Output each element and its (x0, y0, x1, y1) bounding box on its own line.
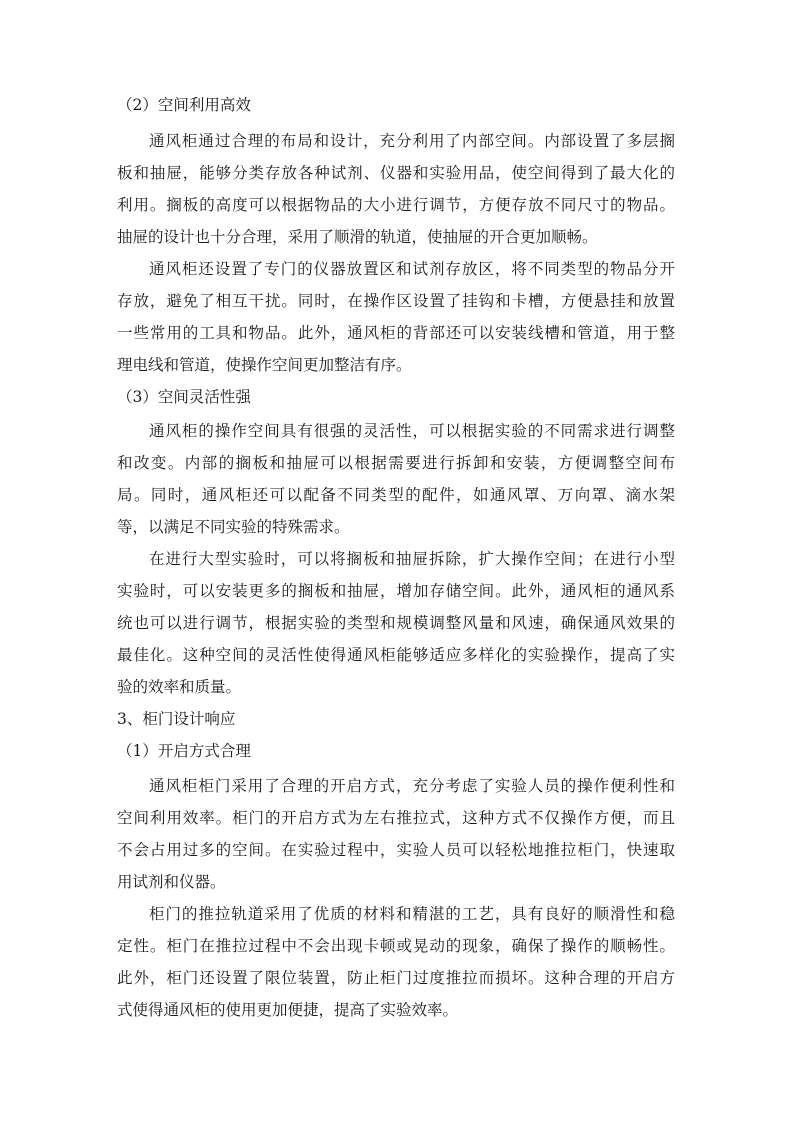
paragraph-line: 局。同时，通风柜还可以配备不同类型的配件，如通风罩、万向罩、滴水架 (117, 486, 675, 504)
paragraph-line: 利用。搁板的高度可以根据物品的大小进行调节，方便存放不同尺寸的物品。 (117, 196, 675, 214)
chapter-heading: 3、柜门设计响应 (117, 710, 236, 728)
paragraph-line: 存放，避免了相互干扰。同时，在操作区设置了挂钩和卡槽，方便悬挂和放置 (117, 292, 675, 310)
paragraph-line: 统也可以进行调节，根据实验的类型和规模调整风量和风速，确保通风效果的 (117, 614, 675, 632)
paragraph-line: 一些常用的工具和物品。此外，通风柜的背部还可以安装线槽和管道，用于整 (117, 324, 675, 342)
paragraph-line: 空间利用效率。柜门的开启方式为左右推拉式，这种方式不仅操作方便，而且 (117, 809, 675, 827)
paragraph-line: 不会占用过多的空间。在实验过程中，实验人员可以轻松地推拉柜门，快速取 (117, 841, 675, 859)
paragraph-line: 实验时，可以安装更多的搁板和抽屉，增加存储空间。此外，通风柜的通风系 (117, 582, 675, 600)
paragraph-line: 等，以满足不同实验的特殊需求。 (117, 518, 350, 536)
paragraph-line: 理电线和管道，使操作空间更加整洁有序。 (117, 356, 412, 374)
paragraph-line: 和改变。内部的搁板和抽屉可以根据需要进行拆卸和安装，方便调整空间布 (117, 454, 675, 472)
section-heading: （1）开启方式合理 (117, 742, 251, 760)
paragraph-line: 通风柜通过合理的布局和设计，充分利用了内部空间。内部设置了多层搁 (149, 132, 675, 150)
paragraph-line: 在进行大型实验时，可以将搁板和抽屉拆除，扩大操作空间；在进行小型 (149, 550, 675, 568)
paragraph-line: 抽屉的设计也十分合理，采用了顺滑的轨道，使抽屉的开合更加顺畅。 (117, 228, 598, 246)
paragraph-line: 用试剂和仪器。 (117, 873, 226, 891)
paragraph-line: 式使得通风柜的使用更加便捷，提高了实验效率。 (117, 1001, 459, 1019)
paragraph-line: 最佳化。这种空间的灵活性使得通风柜能够适应多样化的实验操作，提高了实 (117, 646, 675, 664)
paragraph-line: 此外，柜门还设置了限位装置，防止柜门过度推拉而损坏。这种合理的开启方 (117, 969, 675, 987)
paragraph-line: 通风柜的操作空间具有很强的灵活性，可以根据实验的不同需求进行调整 (149, 422, 675, 440)
section-heading: （3）空间灵活性强 (117, 388, 251, 406)
paragraph-line: 板和抽屉，能够分类存放各种试剂、仪器和实验用品，使空间得到了最大化的 (117, 164, 675, 182)
paragraph-line: 验的效率和质量。 (117, 678, 242, 696)
paragraph-line: 通风柜柜门采用了合理的开启方式，充分考虑了实验人员的操作便利性和 (149, 777, 675, 795)
paragraph-line: 定性。柜门在推拉过程中不会出现卡顿或晃动的现象，确保了操作的顺畅性。 (117, 937, 675, 955)
paragraph-line: 柜门的推拉轨道采用了优质的材料和精湛的工艺，具有良好的顺滑性和稳 (149, 905, 675, 923)
section-heading: （2）空间利用高效 (117, 96, 251, 114)
paragraph-line: 通风柜还设置了专门的仪器放置区和试剂存放区，将不同类型的物品分开 (149, 260, 675, 278)
